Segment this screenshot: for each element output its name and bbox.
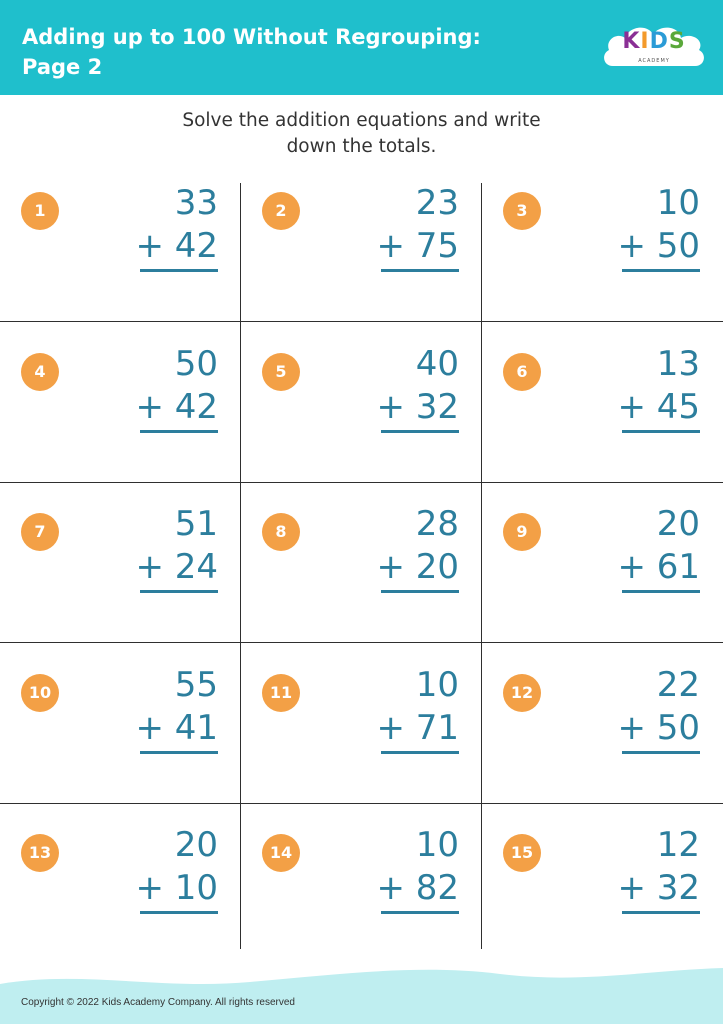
addend-top: 12	[656, 825, 700, 865]
addend-top: 23	[415, 183, 459, 223]
logo-letter-s: S	[668, 29, 686, 54]
problem-cell	[482, 344, 723, 504]
problem-number-badge: 1	[21, 192, 59, 230]
answer-line	[622, 430, 700, 433]
problem-number-badge: 11	[262, 674, 300, 712]
problem-number-badge: 12	[503, 674, 541, 712]
problem-cell	[0, 504, 241, 664]
addend-bottom: + 10	[135, 868, 218, 908]
problem-number-badge: 4	[21, 353, 59, 391]
addend-bottom: + 32	[376, 387, 459, 427]
problem-grid	[0, 183, 723, 949]
problem-number-badge: 5	[262, 353, 300, 391]
addend-top: 20	[656, 504, 700, 544]
problem-number-badge: 14	[262, 834, 300, 872]
logo-subtitle: ACADEMY	[638, 58, 670, 64]
addend-top: 33	[174, 183, 218, 223]
addend-bottom: + 50	[617, 708, 700, 748]
problem-cell	[241, 344, 482, 504]
title-line-2: Page 2	[22, 55, 103, 79]
addend-bottom: + 24	[135, 547, 218, 587]
answer-line	[140, 430, 218, 433]
instructions-line-2: down the totals.	[286, 136, 437, 157]
problem-cell	[0, 665, 241, 825]
addend-bottom: + 32	[617, 868, 700, 908]
answer-line	[622, 269, 700, 272]
answer-line	[140, 751, 218, 754]
addend-top: 10	[656, 183, 700, 223]
addend-bottom: + 20	[376, 547, 459, 587]
logo-letter-d: D	[649, 29, 669, 54]
footer-wave	[0, 960, 723, 1024]
copyright-text: Copyright © 2022 Kids Academy Company. All rights reserved	[21, 997, 295, 1008]
problem-cell	[241, 665, 482, 825]
addend-top: 55	[174, 665, 218, 705]
kids-academy-logo-icon	[599, 20, 709, 76]
addend-top: 51	[174, 504, 218, 544]
answer-line	[381, 590, 459, 593]
problem-number-badge: 13	[21, 834, 59, 872]
logo-letter-k: K	[622, 29, 641, 54]
header-banner	[0, 0, 723, 95]
problem-number-badge: 7	[21, 513, 59, 551]
problem-cell	[482, 183, 723, 343]
addend-top: 22	[656, 665, 700, 705]
problem-number-badge: 8	[262, 513, 300, 551]
addend-top: 50	[174, 344, 218, 384]
answer-line	[622, 590, 700, 593]
addend-bottom: + 82	[376, 868, 459, 908]
problem-number-badge: 3	[503, 192, 541, 230]
addend-top: 20	[174, 825, 218, 865]
problem-number-badge: 2	[262, 192, 300, 230]
addend-bottom: + 41	[135, 708, 218, 748]
answer-line	[381, 269, 459, 272]
answer-line	[140, 269, 218, 272]
problem-number-badge: 15	[503, 834, 541, 872]
answer-line	[622, 751, 700, 754]
addend-top: 10	[415, 665, 459, 705]
problem-number-badge: 9	[503, 513, 541, 551]
answer-line	[140, 590, 218, 593]
problem-cell	[482, 504, 723, 664]
addend-bottom: + 42	[135, 226, 218, 266]
addend-bottom: + 50	[617, 226, 700, 266]
addend-bottom: + 75	[376, 226, 459, 266]
problem-cell	[241, 504, 482, 664]
problem-number-badge: 6	[503, 353, 541, 391]
addend-bottom: + 42	[135, 387, 218, 427]
problem-cell	[0, 183, 241, 343]
answer-line	[381, 430, 459, 433]
instructions	[130, 108, 593, 160]
addend-top: 40	[415, 344, 459, 384]
page-title	[22, 22, 582, 82]
answer-line	[381, 751, 459, 754]
addend-bottom: + 71	[376, 708, 459, 748]
answer-line	[622, 911, 700, 914]
logo-wordmark	[599, 29, 709, 54]
addend-bottom: + 45	[617, 387, 700, 427]
problem-number-badge: 10	[21, 674, 59, 712]
answer-line	[381, 911, 459, 914]
addend-top: 13	[656, 344, 700, 384]
addend-top: 28	[415, 504, 459, 544]
problem-cell	[0, 344, 241, 504]
addend-top: 10	[415, 825, 459, 865]
problem-cell	[482, 665, 723, 825]
logo-letter-i: I	[640, 29, 650, 54]
answer-line	[140, 911, 218, 914]
addend-bottom: + 61	[617, 547, 700, 587]
title-line-1: Adding up to 100 Without Regrouping:	[22, 25, 481, 49]
instructions-line-1: Solve the addition equations and write	[182, 110, 541, 131]
problem-cell	[241, 183, 482, 343]
